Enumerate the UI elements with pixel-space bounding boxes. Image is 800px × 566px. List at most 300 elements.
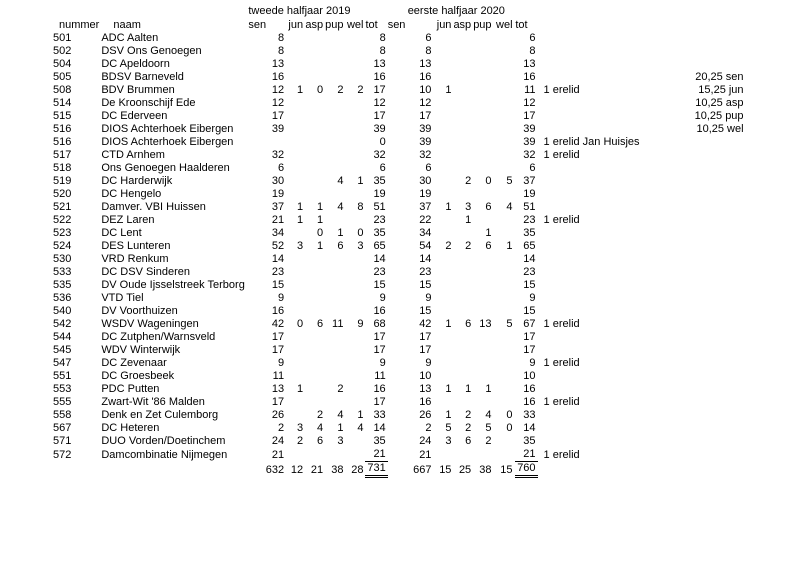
cell-naam: DV Voorthuizen <box>101 305 178 317</box>
cell-extra <box>668 32 745 45</box>
cell-2020-asp <box>453 292 473 305</box>
cell-2019-asp <box>305 149 325 162</box>
cell-2019-sen: 12 <box>271 97 285 109</box>
cell-2019-pup: 1 <box>337 227 344 239</box>
cell-2020-wel: 1 <box>506 240 513 252</box>
cell-2019-sen: 17 <box>271 331 285 343</box>
cell-2019-jun <box>286 45 305 58</box>
cell-2019-wel <box>345 71 365 84</box>
period-title-row <box>50 4 745 19</box>
cell-extra <box>668 318 745 331</box>
cell-nummer: 516 <box>53 123 72 135</box>
col-header-jun-2019: jun <box>288 19 304 31</box>
cell-note <box>538 266 668 279</box>
cell-2020-wel <box>494 162 515 175</box>
cell-2019-pup <box>325 292 345 305</box>
cell-2019-sen: 21 <box>271 448 285 461</box>
total-2019-asp: 21 <box>310 463 324 476</box>
cell-2019-sen: 13 <box>271 58 285 70</box>
cell-2020-jun <box>433 58 453 71</box>
cell-2020-jun <box>433 266 453 279</box>
cell-extra <box>668 383 745 396</box>
cell-2019-wel <box>345 253 365 266</box>
cell-note <box>538 383 668 396</box>
cell-extra <box>668 253 745 266</box>
cell-2019-pup <box>325 305 345 318</box>
cell-2020-pup: 0 <box>485 175 492 187</box>
table-row <box>50 175 745 188</box>
cell-2020-jun <box>433 188 453 201</box>
cell-2019-pup: 2 <box>337 84 344 96</box>
cell-2020-wel <box>494 227 515 240</box>
cell-2020-sen: 13 <box>419 383 432 395</box>
cell-note: 1 erelid Jan Huisjes <box>543 136 640 148</box>
cell-2020-jun: 1 <box>445 383 452 395</box>
cell-nummer: 516 <box>53 136 72 148</box>
cell-2020-wel <box>494 188 515 201</box>
cell-2020-asp <box>453 136 473 149</box>
cell-2019-tot: 68 <box>373 318 386 330</box>
cell-2019-sen: 11 <box>272 370 285 382</box>
cell-note <box>538 58 668 71</box>
cell-2020-asp <box>453 331 473 344</box>
cell-2020-jun <box>433 253 453 266</box>
cell-2020-wel: 0 <box>506 422 513 434</box>
cell-2019-sen: 24 <box>271 435 285 447</box>
cell-2019-jun <box>286 188 305 201</box>
cell-2019-jun <box>286 331 305 344</box>
cell-2019-jun <box>286 253 305 266</box>
cell-nummer: 555 <box>53 396 72 408</box>
cell-2019-jun <box>286 71 305 84</box>
cell-2019-tot: 17 <box>373 84 386 96</box>
cell-2020-tot: 19 <box>523 188 536 200</box>
cell-naam: DC Lent <box>101 227 142 239</box>
cell-nummer: 533 <box>53 266 72 278</box>
cell-2020-sen: 24 <box>419 435 432 447</box>
cell-2019-pup: 2 <box>337 383 344 395</box>
total-2020-jun: 15 <box>439 463 452 476</box>
table-row <box>50 370 745 383</box>
cell-2020-pup <box>473 266 493 279</box>
cell-extra <box>668 370 745 383</box>
cell-2019-wel <box>345 448 365 462</box>
cell-note <box>538 123 668 136</box>
cell-2019-tot: 9 <box>379 292 386 304</box>
cell-note <box>538 370 668 383</box>
table-row <box>50 357 745 370</box>
cell-2020-asp <box>453 162 473 175</box>
cell-note: 1 erelid <box>543 149 580 161</box>
table-row <box>50 383 745 396</box>
cell-2019-wel <box>345 136 365 149</box>
cell-naam: DC Ederveen <box>101 110 168 122</box>
cell-2019-tot: 16 <box>373 383 386 395</box>
cell-2020-sen: 6 <box>425 162 432 174</box>
cell-extra <box>668 188 745 201</box>
cell-2020-sen: 19 <box>419 188 432 200</box>
cell-2020-sen: 15 <box>419 279 432 291</box>
cell-nummer: 536 <box>53 292 72 304</box>
cell-nummer: 505 <box>53 71 72 83</box>
cell-2019-tot: 32 <box>373 149 386 161</box>
cell-2020-asp <box>453 58 473 71</box>
cell-2020-pup <box>473 331 493 344</box>
cell-2019-pup: 6 <box>337 240 344 252</box>
table-row <box>50 162 745 175</box>
cell-2020-sen: 54 <box>419 240 432 252</box>
cell-extra <box>668 305 745 318</box>
cell-2019-sen: 17 <box>271 110 285 122</box>
cell-2020-sen: 17 <box>419 331 432 343</box>
cell-2019-sen: 8 <box>277 45 285 57</box>
cell-2019-jun: 2 <box>296 435 304 447</box>
cell-naam: DSV Ons Genoegen <box>101 45 202 57</box>
cell-2020-pup <box>473 123 493 136</box>
cell-nummer: 501 <box>53 32 72 44</box>
cell-2019-wel <box>345 370 365 383</box>
cell-2020-jun <box>433 305 453 318</box>
cell-2020-pup <box>473 136 493 149</box>
cell-2020-pup <box>473 45 493 58</box>
cell-2020-asp: 1 <box>465 214 472 226</box>
cell-2020-tot: 51 <box>523 201 536 213</box>
cell-extra <box>668 136 745 149</box>
cell-note: 1 erelid <box>543 396 580 408</box>
cell-2020-jun <box>433 71 453 84</box>
cell-naam: DEZ Laren <box>101 214 155 226</box>
cell-2019-wel <box>345 357 365 370</box>
cell-nummer: 502 <box>53 45 72 57</box>
cell-2019-sen: 21 <box>271 214 285 226</box>
cell-2020-pup <box>473 214 493 227</box>
cell-2020-sen: 22 <box>419 214 432 226</box>
cell-extra <box>668 448 745 462</box>
cell-naam: DC Groesbeek <box>101 370 175 382</box>
cell-2020-pup: 4 <box>485 409 492 421</box>
cell-2020-sen: 26 <box>419 409 432 421</box>
cell-note <box>538 344 668 357</box>
cell-2019-pup: 3 <box>337 435 344 447</box>
cell-2020-tot: 12 <box>523 97 536 109</box>
cell-extra <box>668 214 745 227</box>
cell-nummer: 551 <box>53 370 72 382</box>
cell-2019-jun <box>286 396 305 409</box>
cell-2020-jun: 1 <box>445 318 452 330</box>
cell-2020-asp: 6 <box>465 435 472 447</box>
cell-2019-asp <box>305 45 325 58</box>
cell-2019-sen: 13 <box>271 383 285 395</box>
cell-2019-pup <box>325 71 345 84</box>
cell-2020-pup <box>473 97 493 110</box>
cell-2019-sen: 32 <box>271 149 285 161</box>
cell-2019-pup <box>325 266 345 279</box>
cell-2020-wel: 5 <box>506 318 513 330</box>
cell-2019-wel: 4 <box>357 422 364 434</box>
cell-2020-wel <box>494 370 515 383</box>
cell-naam: Ons Genoegen Haalderen <box>101 162 230 174</box>
cell-note <box>538 162 668 175</box>
cell-2020-pup <box>473 279 493 292</box>
cell-nummer: 542 <box>53 318 72 330</box>
cell-2019-wel <box>345 58 365 71</box>
cell-2020-asp <box>453 110 473 123</box>
cell-extra <box>668 201 745 214</box>
cell-2020-asp <box>453 188 473 201</box>
cell-nummer: 540 <box>53 305 72 317</box>
cell-2019-asp <box>305 448 325 462</box>
cell-2020-pup <box>473 370 493 383</box>
cell-2020-pup <box>473 253 493 266</box>
cell-nummer: 521 <box>53 201 72 213</box>
cell-2019-jun <box>286 162 305 175</box>
cell-2019-asp <box>305 253 325 266</box>
cell-2019-pup <box>325 253 345 266</box>
cell-naam: DC Harderwijk <box>101 175 173 187</box>
cell-2019-asp <box>305 344 325 357</box>
cell-2020-tot: 35 <box>523 227 536 239</box>
cell-nummer: 504 <box>53 58 72 70</box>
cell-2020-jun <box>433 279 453 292</box>
cell-extra <box>668 45 745 58</box>
cell-2020-wel <box>494 292 515 305</box>
cell-naam: DES Lunteren <box>101 240 171 252</box>
cell-2020-tot: 16 <box>523 383 536 395</box>
cell-note <box>538 409 668 422</box>
cell-2019-wel: 8 <box>357 201 364 213</box>
cell-2020-tot: 15 <box>523 305 536 317</box>
cell-2020-pup: 1 <box>485 383 492 395</box>
cell-2020-jun <box>433 357 453 370</box>
cell-2020-tot: 33 <box>523 409 536 421</box>
cell-2019-tot: 17 <box>373 396 386 408</box>
cell-2020-tot: 17 <box>523 344 536 356</box>
cell-2020-asp <box>453 305 473 318</box>
cell-note <box>538 227 668 240</box>
cell-nummer: 519 <box>53 175 72 187</box>
cell-2019-tot: 8 <box>379 32 386 44</box>
col-header-asp-2020: asp <box>453 19 472 31</box>
cell-2020-asp: 2 <box>465 422 472 434</box>
total-2020-wel: 15 <box>500 463 513 476</box>
cell-2019-tot: 65 <box>373 240 386 252</box>
cell-2019-pup <box>325 370 345 383</box>
cell-nummer: 514 <box>53 97 72 109</box>
cell-2020-jun <box>433 32 453 45</box>
cell-2019-wel: 1 <box>357 409 364 421</box>
cell-naam: CTD Arnhem <box>101 149 165 161</box>
cell-2019-wel <box>345 188 365 201</box>
total-2020-asp: 25 <box>458 463 472 476</box>
cell-2020-asp: 2 <box>465 409 472 421</box>
cell-naam: ADC Aalten <box>101 32 159 44</box>
cell-2020-sen: 16 <box>419 71 432 83</box>
cell-2020-pup <box>473 448 493 462</box>
table-row <box>50 32 745 45</box>
cell-2020-jun <box>433 448 453 462</box>
cell-2019-wel: 1 <box>357 175 364 187</box>
cell-naam: VRD Renkum <box>101 253 169 265</box>
table-row <box>50 292 745 305</box>
cell-nummer: 515 <box>53 110 72 122</box>
cell-note: 1 erelid <box>543 448 580 461</box>
cell-note <box>538 435 668 448</box>
cell-2020-wel <box>494 58 515 71</box>
cell-2020-jun <box>433 162 453 175</box>
cell-2019-tot: 17 <box>373 331 386 343</box>
cell-naam: PDC Putten <box>101 383 160 395</box>
cell-2020-pup <box>473 396 493 409</box>
cell-2019-asp: 2 <box>316 409 324 421</box>
cell-extra: 10,25 asp <box>695 97 744 109</box>
cell-2019-asp <box>305 32 325 45</box>
cell-2020-jun: 1 <box>445 201 452 213</box>
cell-2020-sen: 39 <box>419 123 432 135</box>
cell-2020-pup: 5 <box>485 422 492 434</box>
cell-2020-jun <box>433 97 453 110</box>
cell-2019-wel <box>345 383 365 396</box>
cell-extra <box>668 331 745 344</box>
cell-2019-asp: 1 <box>316 201 324 213</box>
cell-2019-tot: 39 <box>373 123 386 135</box>
total-2020-tot: 760 <box>515 462 538 477</box>
cell-2019-tot: 16 <box>373 71 386 83</box>
col-header-tot-2019: tot <box>365 19 378 31</box>
total-2020-pup: 38 <box>479 463 492 476</box>
cell-2020-pup <box>473 305 493 318</box>
cell-2019-sen: 9 <box>277 292 285 304</box>
cell-2019-sen: 17 <box>271 344 285 356</box>
cell-2020-asp <box>453 370 473 383</box>
col-header-nummer: nummer <box>59 19 100 31</box>
cell-nummer: 522 <box>53 214 72 226</box>
cell-2019-sen: 2 <box>277 422 285 434</box>
cell-note: 1 erelid <box>543 318 580 330</box>
cell-2019-tot: 9 <box>379 357 386 369</box>
cell-2020-wel <box>494 396 515 409</box>
cell-2020-wel: 0 <box>506 409 513 421</box>
cell-nummer: 524 <box>53 240 72 252</box>
cell-2020-asp <box>453 32 473 45</box>
cell-2019-asp: 6 <box>316 435 324 447</box>
cell-2019-tot: 19 <box>373 188 386 200</box>
cell-note <box>538 97 668 110</box>
cell-2019-jun <box>286 110 305 123</box>
cell-2020-tot: 13 <box>523 58 536 70</box>
col-header-asp-2019: asp <box>305 19 324 31</box>
cell-2020-wel <box>494 344 515 357</box>
cell-2019-jun <box>286 409 305 422</box>
cell-2019-wel <box>345 396 365 409</box>
cell-2020-sen: 14 <box>419 253 432 265</box>
cell-2020-jun <box>433 136 453 149</box>
cell-2020-asp <box>453 71 473 84</box>
cell-extra <box>668 396 745 409</box>
cell-2020-jun <box>433 292 453 305</box>
cell-2019-wel <box>345 110 365 123</box>
cell-2019-jun <box>286 149 305 162</box>
cell-2020-tot: 67 <box>523 318 536 330</box>
cell-2019-asp <box>305 292 325 305</box>
cell-naam: Damver. VBI Huissen <box>101 201 206 213</box>
cell-2019-tot: 35 <box>373 227 386 239</box>
cell-2019-jun: 1 <box>296 201 304 213</box>
cell-note: 1 erelid <box>543 214 580 226</box>
cell-nummer: 571 <box>53 435 72 447</box>
cell-extra <box>668 409 745 422</box>
cell-2020-wel <box>494 383 515 396</box>
cell-2020-tot: 65 <box>523 240 536 252</box>
table-row <box>50 58 745 71</box>
cell-2019-tot: 17 <box>373 110 386 122</box>
cell-nummer: 553 <box>53 383 72 395</box>
cell-2019-wel <box>345 435 365 448</box>
cell-2019-asp: 1 <box>316 214 324 226</box>
cell-nummer: 517 <box>53 149 72 161</box>
cell-2020-sen: 34 <box>419 227 432 239</box>
cell-2019-pup: 4 <box>337 201 344 213</box>
cell-2020-pup: 13 <box>479 318 492 330</box>
cell-2019-wel <box>345 305 365 318</box>
cell-2019-asp <box>305 58 325 71</box>
cell-2020-jun: 5 <box>445 422 452 434</box>
col-header-sen-2020: sen <box>387 19 406 31</box>
table-row <box>50 188 745 201</box>
cell-nummer: 508 <box>53 84 72 96</box>
cell-2019-pup <box>325 448 345 462</box>
cell-2019-tot: 6 <box>379 162 386 174</box>
cell-2019-sen: 16 <box>271 71 285 83</box>
cell-naam: DC Apeldoorn <box>101 58 170 70</box>
cell-2019-sen <box>248 136 286 149</box>
cell-2019-tot: 35 <box>373 435 386 447</box>
cell-extra <box>668 149 745 162</box>
cell-2019-wel <box>345 279 365 292</box>
cell-2019-wel <box>345 123 365 136</box>
cell-2019-wel <box>345 149 365 162</box>
cell-2020-pup: 6 <box>485 240 492 252</box>
table-row <box>50 318 745 331</box>
cell-2020-tot: 14 <box>523 253 536 265</box>
cell-2019-jun <box>286 123 305 136</box>
cell-nummer: 518 <box>53 162 72 174</box>
cell-2020-wel <box>494 149 515 162</box>
cell-extra <box>668 162 745 175</box>
table-row <box>50 201 745 214</box>
cell-2020-sen: 9 <box>425 357 432 369</box>
cell-naam: DC Zevenaar <box>101 357 167 369</box>
cell-2020-pup <box>473 344 493 357</box>
cell-extra <box>668 435 745 448</box>
cell-2019-asp: 6 <box>316 318 324 330</box>
cell-2019-tot: 33 <box>373 409 386 421</box>
cell-2019-pup <box>325 357 345 370</box>
cell-naam: DIOS Achterhoek Eibergen <box>101 123 234 135</box>
cell-note: 1 erelid <box>543 357 580 369</box>
cell-2019-asp: 4 <box>316 422 324 434</box>
col-header-wel-2019: wel <box>346 19 364 31</box>
cell-2020-jun <box>433 175 453 188</box>
cell-2019-tot: 15 <box>373 279 386 291</box>
cell-2020-wel <box>494 123 515 136</box>
cell-2020-wel <box>494 97 515 110</box>
table-row <box>50 331 745 344</box>
cell-2020-pup <box>473 292 493 305</box>
cell-2019-wel <box>345 32 365 45</box>
spacer-cell <box>538 4 745 19</box>
cell-2020-jun <box>433 396 453 409</box>
cell-2020-asp <box>453 357 473 370</box>
